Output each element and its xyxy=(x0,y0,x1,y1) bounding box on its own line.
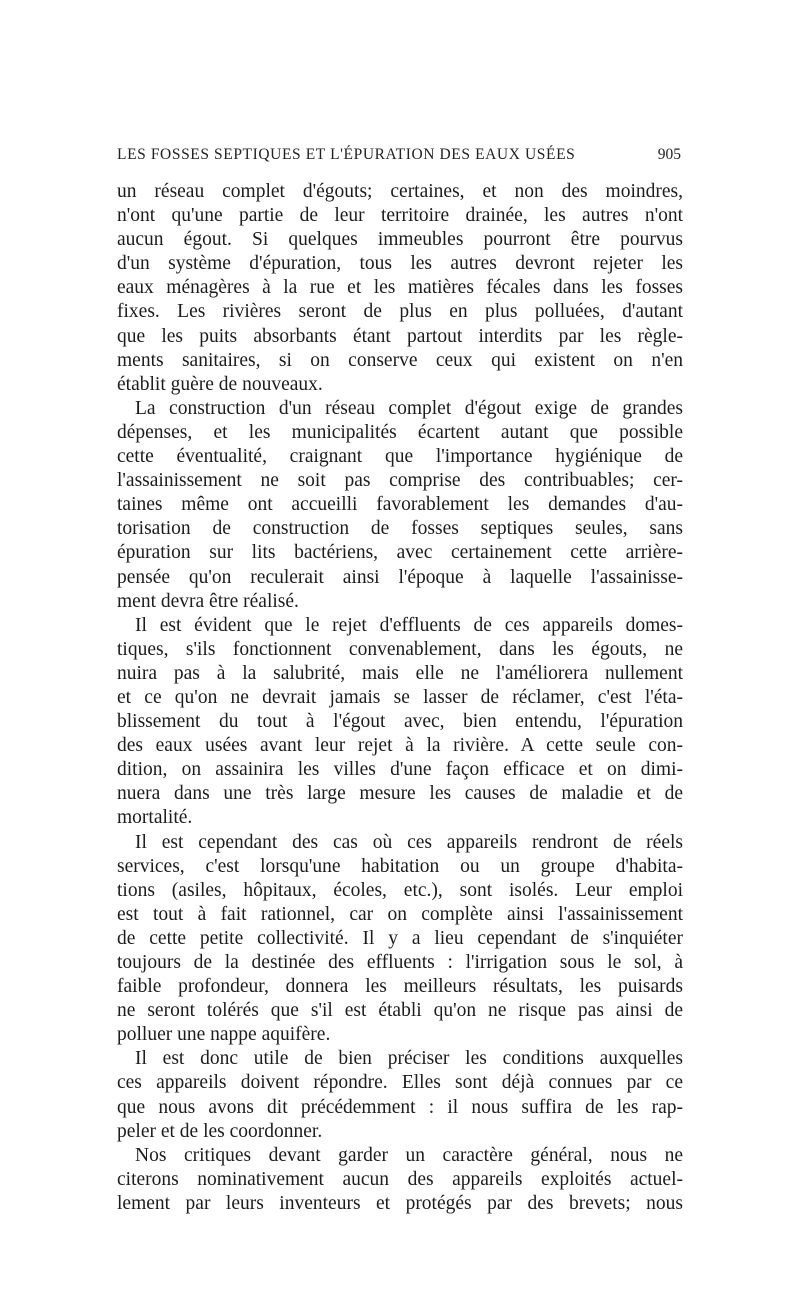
text-line: dition, on assainira les villes d'une façon efficace et on dimi- xyxy=(117,759,683,781)
text-line: nuera dans une très large mesure les causes de maladie et de xyxy=(117,783,683,805)
text-line: Il est évident que le rejet d'effluents de ces appareils domes- xyxy=(135,614,683,636)
text-line: un réseau complet d'égouts; certaines, et non des moindres, xyxy=(117,181,683,202)
text-line: n'ont qu'une partie de leur territoire drainée, les autres n'ont xyxy=(117,205,683,227)
text-line: Il est cependant des cas où ces appareils rendront de réels xyxy=(135,831,683,853)
text-line: dépenses, et les municipalités écartent autant que possible xyxy=(117,421,683,443)
text-line: et ce qu'on ne devrait jamais se lasser de réclamer, c'est l'éta- xyxy=(117,686,683,708)
body-text xyxy=(117,180,683,1216)
text-line: torisation de construction de fosses septiques seules, sans xyxy=(117,518,683,540)
page-number: 905 xyxy=(657,146,681,163)
text-line: établit guère de nouveaux. xyxy=(117,373,323,395)
text-line: de cette petite collectivité. Il y a lieu cependant de s'inquiéter xyxy=(117,927,683,949)
text-line: aucun égout. Si quelques immeubles pourront être pourvus xyxy=(117,229,683,251)
text-line: mortalité. xyxy=(117,807,193,829)
running-title: LES FOSSES SEPTIQUES ET L'ÉPURATION DES EAUX USÉES xyxy=(117,146,576,163)
text-line: est tout à fait rationnel, car on complète ainsi l'assainissement xyxy=(117,903,683,925)
text-line: ments sanitaires, si on conserve ceux qui existent on n'en xyxy=(117,349,683,371)
running-header xyxy=(117,146,681,164)
text-line: Nos critiques devant garder un caractère général, nous ne xyxy=(135,1144,683,1166)
paragraph xyxy=(117,397,683,614)
text-line: tiques, s'ils fonctionnent convenablement, dans les égouts, ne xyxy=(117,638,683,660)
text-line: tions (asiles, hôpitaux, écoles, etc.), sont isolés. Leur emploi xyxy=(117,879,683,901)
text-line: ment devra être réalisé. xyxy=(117,590,299,612)
text-line: eaux ménagères à la rue et les matières fécales dans les fosses xyxy=(117,277,683,299)
text-line: peler et de les coordonner. xyxy=(117,1120,323,1142)
text-line: pensée qu'on reculerait ainsi l'époque à laquelle l'assainisse- xyxy=(117,566,683,588)
text-line: taines même ont accueilli favorablement les demandes d'au- xyxy=(117,494,683,516)
text-line: cette éventualité, craignant que l'importance hygiénique de xyxy=(117,446,683,468)
paragraph xyxy=(117,831,683,1048)
text-line: citerons nominativement aucun des appareils exploités actuel- xyxy=(117,1168,683,1190)
paragraph xyxy=(117,180,683,397)
text-line: que nous avons dit précédemment : il nous suffira de les rap- xyxy=(117,1096,683,1118)
text-line: ne seront tolérés que s'il est établi qu'on ne risque pas ainsi de xyxy=(117,1000,683,1022)
paragraph xyxy=(117,1047,683,1143)
text-line: des eaux usées avant leur rejet à la rivière. A cette seule con- xyxy=(117,735,683,757)
text-line: l'assainissement ne soit pas comprise des contribuables; cer- xyxy=(117,470,683,492)
text-line: fixes. Les rivières seront de plus en plus polluées, d'autant xyxy=(117,301,683,323)
text-line: d'un système d'épuration, tous les autres devront rejeter les xyxy=(117,253,683,275)
text-line: La construction d'un réseau complet d'égout exige de grandes xyxy=(135,397,683,419)
text-line: que les puits absorbants étant partout interdits par les règle- xyxy=(117,325,683,347)
text-line: ces appareils doivent répondre. Elles sont déjà connues par ce xyxy=(117,1072,683,1094)
text-line: nuira pas à la salubrité, mais elle ne l'améliorera nullement xyxy=(117,662,683,684)
text-line: faible profondeur, donnera les meilleurs résultats, les puisards xyxy=(117,976,683,998)
paragraph xyxy=(117,614,683,831)
text-line: polluer une nappe aquifère. xyxy=(117,1024,331,1046)
paragraph xyxy=(117,1144,683,1216)
text-line: lement par leurs inventeurs et protégés par des brevets; nous xyxy=(117,1192,683,1214)
text-line: Il est donc utile de bien préciser les conditions auxquelles xyxy=(135,1048,683,1070)
text-line: toujours de la destinée des effluents : l'irrigation sous le sol, à xyxy=(117,952,683,973)
text-line: blissement du tout à l'égout avec, bien entendu, l'épuration xyxy=(117,711,683,733)
text-line: épuration sur lits bactériens, avec certainement cette arrière- xyxy=(117,542,683,564)
text-line: services, c'est lorsqu'une habitation ou un groupe d'habita- xyxy=(117,855,683,877)
